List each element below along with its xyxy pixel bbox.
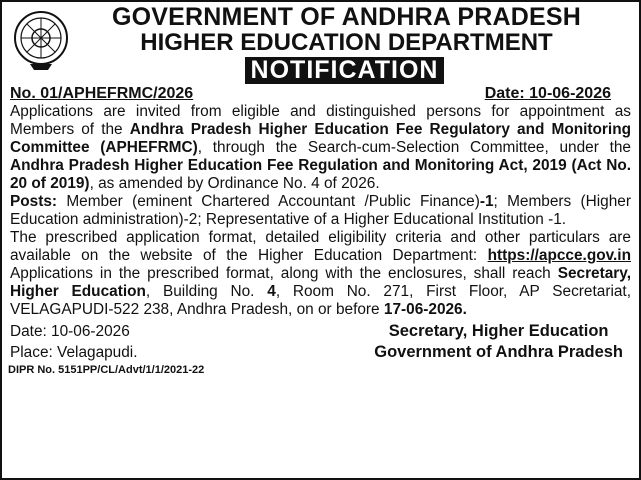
text-span: , Room No. 271, First Floor, AP Secretariat, VELAGAPUDI-522 238, Andhra Pradesh, on or before <box>10 283 631 318</box>
text-span: , through the Search-cum-Selection Committee, under the <box>197 139 631 156</box>
text-span: Applications are invited from eligible and distinguished persons for appointment as Members of the <box>10 103 631 138</box>
state-emblem-icon <box>12 8 70 72</box>
committee-name: Andhra Pradesh Higher Education Fee Regulatory and Monitoring Committee (APHEFRMC) <box>10 121 632 156</box>
addressee: Secretary, Higher Education <box>10 265 631 300</box>
government-title: GOVERNMENT OF ANDHRA PRADESH <box>111 3 582 31</box>
paragraph-application <box>10 229 631 319</box>
post-count: -1 <box>479 193 494 210</box>
signatory-government: Government of Andhra Pradesh <box>374 343 623 361</box>
text-span: Applications in the prescribed format, along with the enclosures, shall reach <box>10 265 558 282</box>
deadline-date: 17-06-2026. <box>383 301 467 318</box>
paragraph-invitation <box>10 103 631 193</box>
website-link[interactable]: https://apcce.gov.in <box>487 247 631 264</box>
footer-date: Date: 10-06-2026 <box>10 323 130 340</box>
reference-row <box>8 85 633 103</box>
act-name: Andhra Pradesh Higher Education Fee Regulation and Monitoring Act, 2019 (Act No. 20 of 2019) <box>10 157 631 192</box>
text-span: Member (eminent Chartered Accountant /Public Finance) <box>57 193 480 210</box>
posts-label: Posts: <box>10 193 58 210</box>
signatory-title: Secretary, Higher Education <box>388 322 609 340</box>
notification-date: Date: 10-06-2026 <box>484 85 611 102</box>
building-number: 4 <box>267 283 276 300</box>
signatory <box>374 321 623 363</box>
notification-body <box>8 103 633 319</box>
date-place <box>10 321 138 363</box>
footer-place: Place: Velagapudi. <box>10 344 138 361</box>
department-title: HIGHER EDUCATION DEPARTMENT <box>140 29 553 56</box>
notification-title: NOTIFICATION <box>245 57 445 84</box>
text-span: , as amended by Ordinance No. 4 of 2026. <box>89 175 380 192</box>
dipr-number: DIPR No. 5151PP/CL/Advt/1/1/2021-22 <box>8 364 205 376</box>
department-header <box>64 2 629 56</box>
text-span: , Building No. <box>145 283 268 300</box>
signature-block <box>8 319 633 363</box>
notification-banner <box>8 57 633 85</box>
notification-number: No. 01/APHEFRMC/2026 <box>10 85 194 102</box>
text-span: The prescribed application format, detailed eligibility criteria and other particulars are available on the website of the Higher Education Department: <box>10 229 631 264</box>
text-span: ; Members (Higher Education administration)-2; Representative of a Higher Educational Institution -1. <box>10 193 631 228</box>
paragraph-posts <box>10 193 631 229</box>
